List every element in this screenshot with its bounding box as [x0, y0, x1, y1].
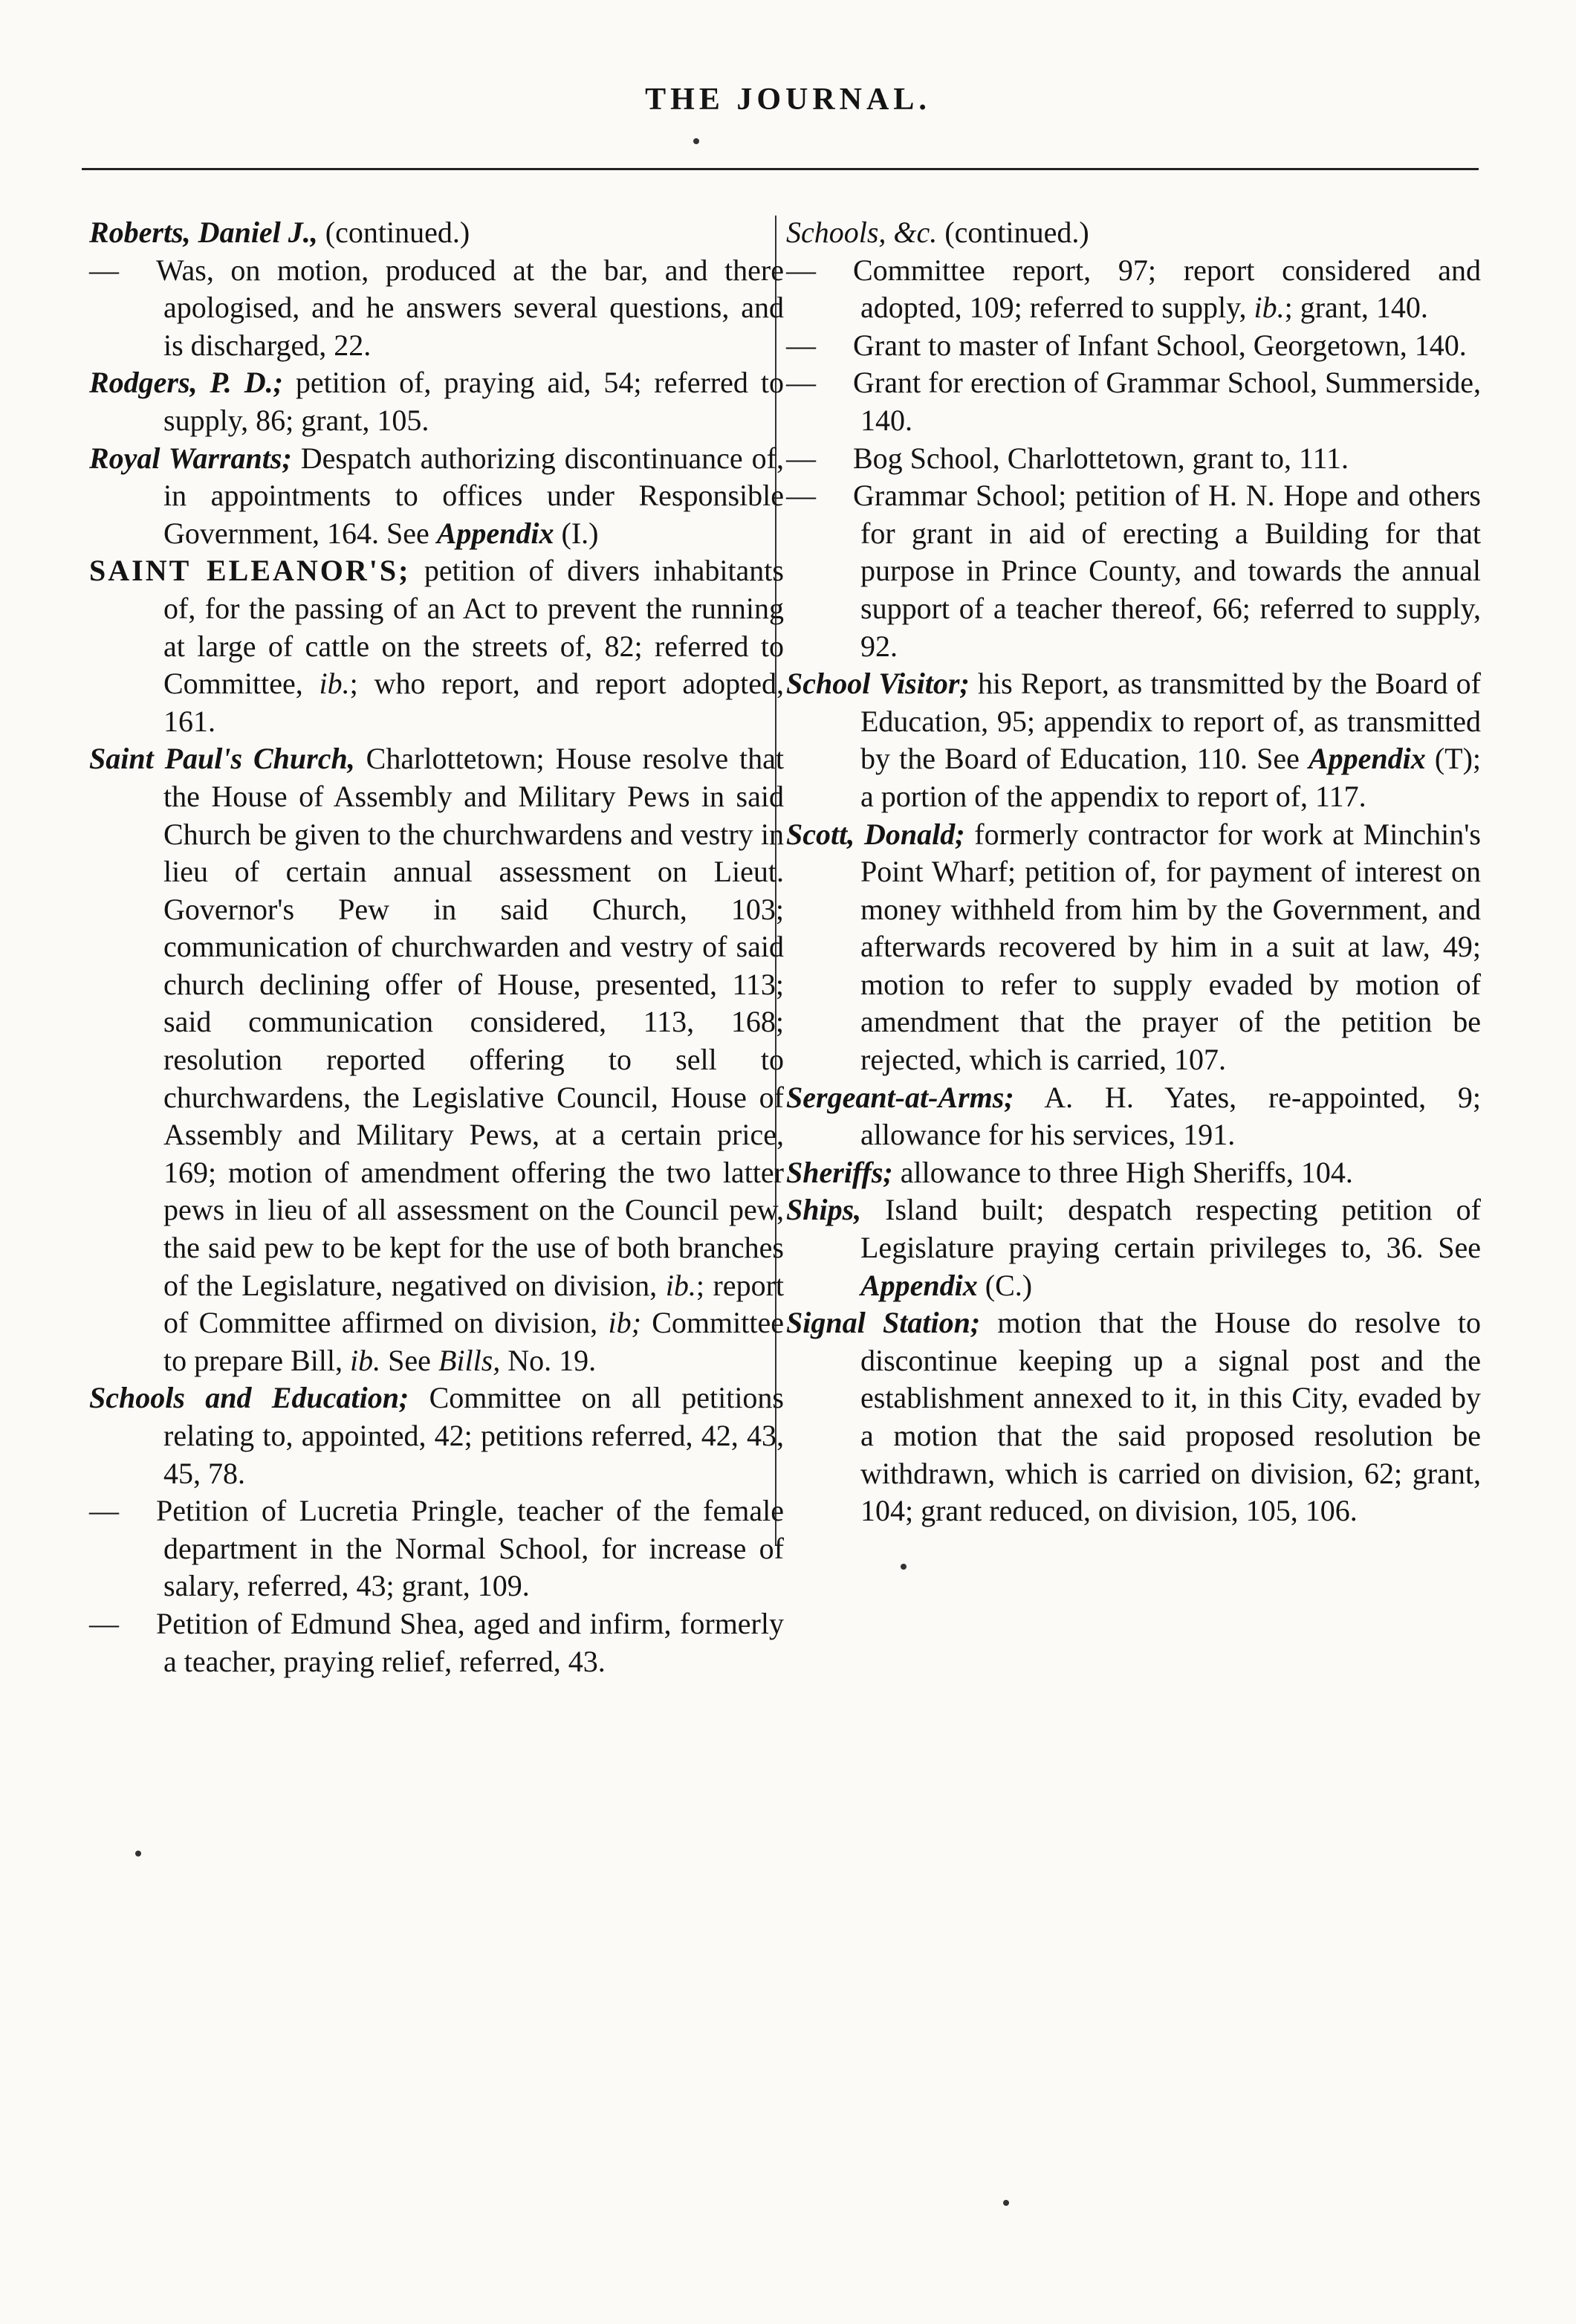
index-entry-ships — [786, 1191, 1481, 1304]
index-entry-sheriffs — [786, 1154, 1481, 1192]
entry-text: (continued.) — [937, 216, 1089, 249]
entry-text: ; who report, and report adopted, 161. — [163, 667, 784, 738]
entry-text: his Report, as transmitted by the Board of Education, 95; appendix to report of, as transmitted by the Board of Education, 110. See — [860, 667, 1481, 776]
entry-text: Island built; despatch respecting petition of Legislature praying certain privileges to, 36. See — [860, 1193, 1481, 1265]
print-speck — [693, 138, 699, 144]
entry-text: formerly contractor for work at Minchin's Point Wharf; petition of, for payment of interest on money withheld from him by the Government, and afterwards recovered by him in a suit at law, 49; motion to refer to supply evaded by motion of amendment that the prayer of the petition be rejected, which is carried, 107. — [860, 817, 1482, 1077]
print-speck — [1003, 2200, 1009, 2206]
entry-head: Schools and Education; — [89, 1381, 409, 1415]
index-entry-schools-continued — [786, 214, 1481, 252]
entry-head: Scott, Donald; — [786, 817, 965, 851]
print-speck — [135, 1851, 141, 1857]
ibid-ref: ib. — [1254, 291, 1285, 325]
index-subentry — [89, 1605, 784, 1680]
appendix-ref: Appendix — [436, 516, 554, 550]
entry-text: (I.) — [554, 516, 599, 550]
index-entry-royal-warrants — [89, 440, 784, 553]
ibid-ref: ib. — [665, 1268, 696, 1302]
index-entry-sergeant-at-arms — [786, 1079, 1481, 1154]
entry-text: motion that the House do resolve to discontinue keeping up a signal post and the establishment annexed to it, in this City, evaded by a motion that the said proposed resolution be withdrawn, which is carried on division, 62; grant, 104; grant reduced, on division, 105, 106. — [860, 1306, 1482, 1528]
index-entry-rodgers — [89, 364, 784, 439]
index-subentry — [786, 477, 1481, 665]
subentry-text: ; grant, 140. — [1284, 291, 1428, 325]
appendix-ref: Appendix — [860, 1268, 978, 1302]
subentry-text: Grant for erection of Grammar School, Summerside, 140. — [853, 366, 1481, 437]
subentry-text: Grammar School; petition of H. N. Hope and others for grant in aid of erecting a Building for that purpose in Prince County, and towards the annual support of a teacher thereof, 66; referred to supply, 92. — [853, 479, 1481, 663]
entry-text: Committee on all petitions relating to, appointed, 42; petitions referred, 42, 43, 45, 78. — [163, 1381, 784, 1490]
entry-head: SAINT ELEANOR'S; — [89, 554, 411, 588]
entry-text: A. H. Yates, re-appointed, 9; allowance for his services, 191. — [860, 1080, 1481, 1152]
entry-text: ; report of Committee affirmed on division, — [163, 1268, 784, 1340]
entry-text: allowance to three High Sheriffs, 104. — [892, 1155, 1353, 1189]
subentry-dash: — — [786, 328, 816, 362]
index-entry-saint-pauls-church — [89, 740, 784, 1379]
subentry-dash: — — [89, 253, 119, 287]
entry-text: petition of divers inhabitants of, for the passing of an Act to prevent the running at large of cattle on the streets of, 82; referred to Committee, — [163, 554, 784, 701]
page-title: THE JOURNAL. — [645, 82, 931, 117]
entry-text: (C.) — [977, 1268, 1033, 1302]
entry-text: (continued.) — [317, 216, 470, 249]
index-subentry — [786, 440, 1481, 478]
entry-head: School Visitor; — [786, 667, 970, 701]
entry-head: Sheriffs; — [786, 1155, 893, 1189]
appendix-ref: Appendix — [1308, 742, 1426, 776]
entry-text: See — [380, 1343, 438, 1377]
print-speck — [901, 1564, 907, 1570]
entry-head: Rodgers, P. D.; — [89, 366, 283, 400]
subentry-text: Petition of Edmund Shea, aged and infirm, formerly a teacher, praying relief, referred, 43. — [156, 1606, 784, 1678]
entry-head: Saint Paul's Church, — [89, 742, 355, 776]
entry-text: No. 19. — [500, 1343, 597, 1377]
index-subentry — [89, 252, 784, 365]
entry-text: Committee to prepare Bill, — [163, 1306, 784, 1377]
subentry-dash: — — [786, 253, 816, 287]
ibid-ref: ib. — [350, 1343, 381, 1377]
index-entry-schools-education — [89, 1379, 784, 1492]
entry-head: Royal Warrants; — [89, 441, 292, 475]
entry-text: Charlottetown; House resolve that the House of Assembly and Military Pews in said Church be given to the churchwardens and vestry in lieu of certain annual assessment on Lieut. Governor's Pew in said Church, 103; communication of churchwarden and vestry of said church declining offer of House, presented, 113; said communication considered, 113, 168; resolution reported offering to sell to churchwardens, the Legislative Council, House of Assembly and Military Pews, at a certain price, 169; motion of amendment offering the two latter pews in lieu of all assessment on the Council pew, the said pew to be kept for the use of both branches of the Legislature, negatived on division, — [163, 742, 784, 1302]
subentry-text: Was, on motion, produced at the bar, and there apologised, and he answers several questions, and is discharged, 22. — [156, 253, 784, 362]
index-entry-school-visitor — [786, 665, 1481, 815]
subentry-text: Grant to master of Infant School, Georgetown, 140. — [853, 328, 1467, 362]
header-rule — [82, 168, 1479, 170]
subentry-text: Bog School, Charlottetown, grant to, 111. — [853, 441, 1349, 475]
index-entry-scott-donald — [786, 816, 1481, 1079]
ibid-ref: ib. — [319, 667, 350, 701]
subentry-dash: — — [786, 441, 816, 475]
entry-head: Sergeant-at-Arms; — [786, 1080, 1014, 1114]
entry-head: Signal Station; — [786, 1306, 981, 1340]
index-entry-signal-station — [786, 1304, 1481, 1530]
subentry-text: Committee report, 97; report considered and adopted, 109; referred to supply, — [853, 253, 1481, 325]
entry-head: Schools, &c. — [786, 216, 938, 249]
index-subentry — [89, 1492, 784, 1605]
subentry-dash: — — [89, 1494, 119, 1528]
index-entry-roberts — [89, 214, 784, 252]
entry-text: Despatch authorizing discontinuance of, in appointments to offices under Responsible Government, 164. See — [163, 441, 784, 550]
subentry-dash: — — [786, 366, 816, 400]
left-column — [89, 214, 784, 1680]
entry-text: (T); a portion of the appendix to report of, 117. — [860, 742, 1481, 813]
index-subentry — [786, 327, 1481, 365]
index-subentry — [786, 252, 1481, 327]
entry-head: Roberts, Daniel J., — [89, 216, 318, 249]
entry-head: Ships, — [786, 1193, 862, 1227]
bills-ref: Bills, — [438, 1343, 501, 1377]
entry-text: petition of, praying aid, 54; referred to supply, 86; grant, 105. — [163, 366, 784, 437]
subentry-text: Petition of Lucretia Pringle, teacher of the female department in the Normal School, for increase of salary, referred, 43; grant, 109. — [156, 1494, 784, 1603]
subentry-dash: — — [89, 1606, 119, 1640]
ibid-ref: ib; — [608, 1306, 641, 1340]
index-subentry — [786, 364, 1481, 439]
subentry-dash: — — [786, 479, 816, 513]
right-column — [786, 214, 1481, 1530]
index-entry-saint-eleanors — [89, 552, 784, 740]
